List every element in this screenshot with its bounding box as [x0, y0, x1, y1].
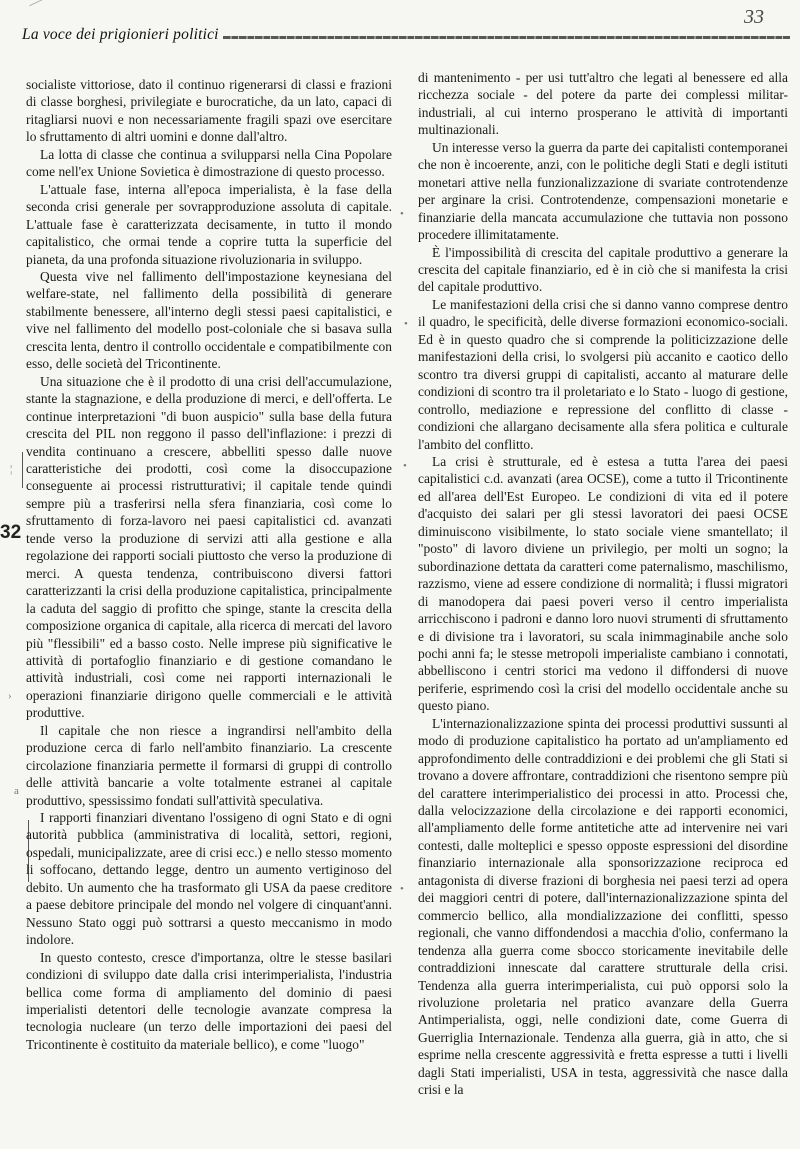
paragraph: di mantenimento - per usi tutt'altro che legati al benessere ed alla ricchezza sociale - del potere da parte dei complessi militar-industriali, al cui interno prosperano le attività di importanti multinazionali. [418, 70, 788, 138]
margin-mark: • [404, 318, 408, 330]
margin-page-number: 32 [0, 522, 22, 543]
paragraph: I rapporti finanziari diventano l'ossigeno di ogni Stato e di ogni autorità pubblica (amministrativa di località, settori, regioni, ospedali, municipalizzate, aree di crisi ecc.) e nello stesso momento li soffocano, dettando legge, dentro un aumento vertiginoso del debito. Un aumento che ha trasformato gli USA da paese creditore a paese debitore principale del mondo nel volgere di cinquant'anni. Nessuno Stato oggi può sottrarsi a questo meccanismo in modo indolore. [26, 810, 392, 948]
margin-mark: › [8, 690, 12, 702]
page-header [18, 6, 794, 46]
right-column [418, 69, 788, 1099]
paragraph: Una situazione che è il prodotto di una crisi dell'accumulazione, stante la stagnazione, e della produzione di merci, e dell'offerta. Le continue interpretazioni "di buon auspicio" sulla base della futura crescita del PIL non reggono il passo dell'inflazione: i prezzi di vendita continuano a crescere, abbelliti spesso dalle nuove caratteristiche dei prodotti, così come la disoccupazione conseguente ai processi ristrutturativi; il capitale tende quindi sempre più a trasferirsi nella sfera finanziaria, così come lo sfruttamento di forza-lavoro nei paesi capitalistici cd. avanzati tende verso la produzione di servizi atti alla gestione e alla regolazione dei rapporti sociali piuttosto che verso la produzione di merci. A questa tendenza, contribuiscono diversi fattori caratterizzanti la crisi della produzione capitalistica, principalmente la caduta del saggio di profitto che spinge, stante la crescita della composizione organica di capitale, alla ricerca di mercati del lavoro più "flessibili" ed a basso costo. Nelle imprese più significative le attività di portafoglio finanziario e di gestione comandano le attività industriali, così come nei rapporti internazionali le operazioni finanziarie dirigono quelle commerciali e le attività produttive. [26, 373, 392, 721]
margin-mark: a [14, 785, 19, 797]
left-column [26, 76, 392, 1053]
paragraph: In questo contesto, cresce d'importanza, oltre le stesse basilari condizioni di sviluppo date dalla crisi interimperialista, l'industria bellica come forma di ampliamento del dominio di paesi imperialisti detentori delle tecnologie avanzate compresa la tecnologia nucleare (un terzo delle importazioni dei paesi del Tricontinente è costituito da materiale bellico), e come "luogo" [26, 949, 392, 1052]
header-rule [223, 36, 790, 39]
paragraph: Un interesse verso la guerra da parte dei capitalisti contemporanei che non è incoerente, anzi, con le politiche degli Stati e degli istituti monetari attive nella funzionalizzazione di svariate controtendenze per arginare la crisi. Controtendenze, compensazioni monetarie e finanziarie della mancata accumulazione che tuttavia non possono procedere illimitatamente. [418, 139, 788, 243]
paragraph: La crisi è strutturale, ed è estesa a tutta l'area dei paesi capitalistici c.d. avanzati (area OCSE), come a tutto il Tricontinente ed all'area dell'Est Europeo. Le condizioni di vita ed il potere d'acquisto dei salari per gli stessi lavoratori dei paesi OCSE diminuiscono visibilmente, lo stato sociale viene smantellato; il "posto" di lavoro diviene un privilegio, per molti un sogno; la subordinazione dettata da caratteri come paternalismo, maschilismo, razzismo, viene ad essere condizione di normalità; i flussi migratori di manodopera dai paesi poveri verso il centro imperialista arricchiscono i padroni e danno loro nuovi strumenti di sfruttamento e di divisione tra i lavoratori, su scala inimmaginabile anche solo pochi anni fa; le stesse metropoli imperialiste cambiano i connotati, abbelliscono i centri storici ma vedono il diffondersi di nuove periferie, esprimendo così la crisi del modello occidentale anche su questo piano. [418, 453, 788, 714]
margin-mark: • [400, 208, 404, 220]
margin-mark: ¦ [10, 463, 13, 475]
running-title: La voce dei prigionieri politici [22, 26, 219, 43]
margin-mark: • [403, 460, 407, 472]
paragraph: Questa vive nel fallimento dell'impostazione keynesiana del welfare-state, nel fallimento della possibilità di generare stabilmente benessere, all'interno degli stessi paesi capitalistici, e vive nel fallimento del modello post-coloniale che si basava sulla crescita lenta, dentro il controllo occidentale e compatibilmente con esso, delle società del Tricontinente. [26, 268, 392, 372]
paragraph: Il capitale che non riesce a ingrandirsi nell'ambito della produzione cerca di farlo nell'ambito finanziario. La crescente circolazione finanziaria permette il formarsi di gruppi di controllo delle attività bancarie a volte totalmente estranei al capitale produttivo, spessissimo fondati sull'attività speculativa. [26, 722, 392, 808]
paragraph: La lotta di classe che continua a svilupparsi nella Cina Popolare come nell'ex Unione Sovietica è dimostrazione di questo processo. [26, 146, 392, 180]
paragraph: socialiste vittoriose, dato il continuo rigenerarsi di classi e frazioni di classe borghesi, privilegiate e burocratiche, da un lato, capaci di ritagliarsi nuovi e non necessariamente fragili spazi ove esercitare lo sfruttamento di altri uomini e donne dall'altro. [26, 77, 392, 145]
paragraph: Le manifestazioni della crisi che si danno vanno comprese dentro il quadro, le specificità, delle diverse formazioni economico-sociali. Ed è in questo quadro che si comprende la politicizzazione delle manifestazioni della crisi, lo svolgersi più accanito e caotico dello scontro tra diversi gruppi di capitalisti, accanto al maturare delle condizioni di scontro tra il proletariato e lo Stato - luogo di gestione, controllo, mediazione e repressione del conflitto di classe - condizioni che allargano decisamente alla sfera politica e culturale l'ambito del conflitto. [418, 296, 788, 452]
scan-mark [29, 0, 45, 12]
margin-mark: • [400, 883, 404, 895]
paragraph: È l'impossibilità di crescita del capitale produttivo a generare la crescita del capitale finanziario, ed è in ciò che si manifesta la crisi del capitale produttivo. [418, 244, 788, 295]
page-number: 33 [744, 6, 764, 28]
paragraph: L'attuale fase, interna all'epoca imperialista, è la fase della seconda crisi generale per sovrapproduzione assoluta di capitale. L'attuale fase è caratterizzata decisamente, in tutto il mondo capitalistico, che ormai tende a coprire tutta la superficie del pianeta, da una profonda situazione rivoluzionaria in sviluppo. [26, 181, 392, 267]
paragraph: L'internazionalizzazione spinta dei processi produttivi sussunti al modo di produzione capitalistico ha portato ad un'ampliamento ed approfondimento delle contraddizioni e dei problemi che gli Stati si trovano a dovere affrontare, contraddizioni che risentono sempre più del carattere interimperialistico dei processi in atto. Processi che, dalla velocizzazione della circolazione e dei rapporti economici, all'ampliamento delle forme antitetiche atte ad intervenire nei vari contesti, dalle molteplici e spesso opposte espressioni del disordine finanziario internazionale alla sponsorizzazione reciproca ed antagonista di diverse frazioni di borghesia nei paesi terzi ad opera dei maggiori centri di potere, dall'internazionalizzazione spinta del commercio bellico, alla mondializzazione dei conflitti, spesso regionali, che vanno diffondendosi a macchia d'olio, confermano la tendenza alla guerra come sbocco storicamente inevitabile delle contraddizioni innescate dal carattere strutturale della crisi. Tendenza alla guerra interimperialista, cui può opporsi solo la rivoluzione proletaria nel pratico avanzare della Guerra Antimperialista, oggi, nelle condizioni date, come Guerra di Guerriglia Internazionale. Tendenza alla guerra, già in atto, che si esprime nella crescente aggressività e fretta espresse a tutti i livelli dagli Stati imperialisti, USA in testa, aggressività che nasce dalla crisi e la [418, 715, 788, 1098]
